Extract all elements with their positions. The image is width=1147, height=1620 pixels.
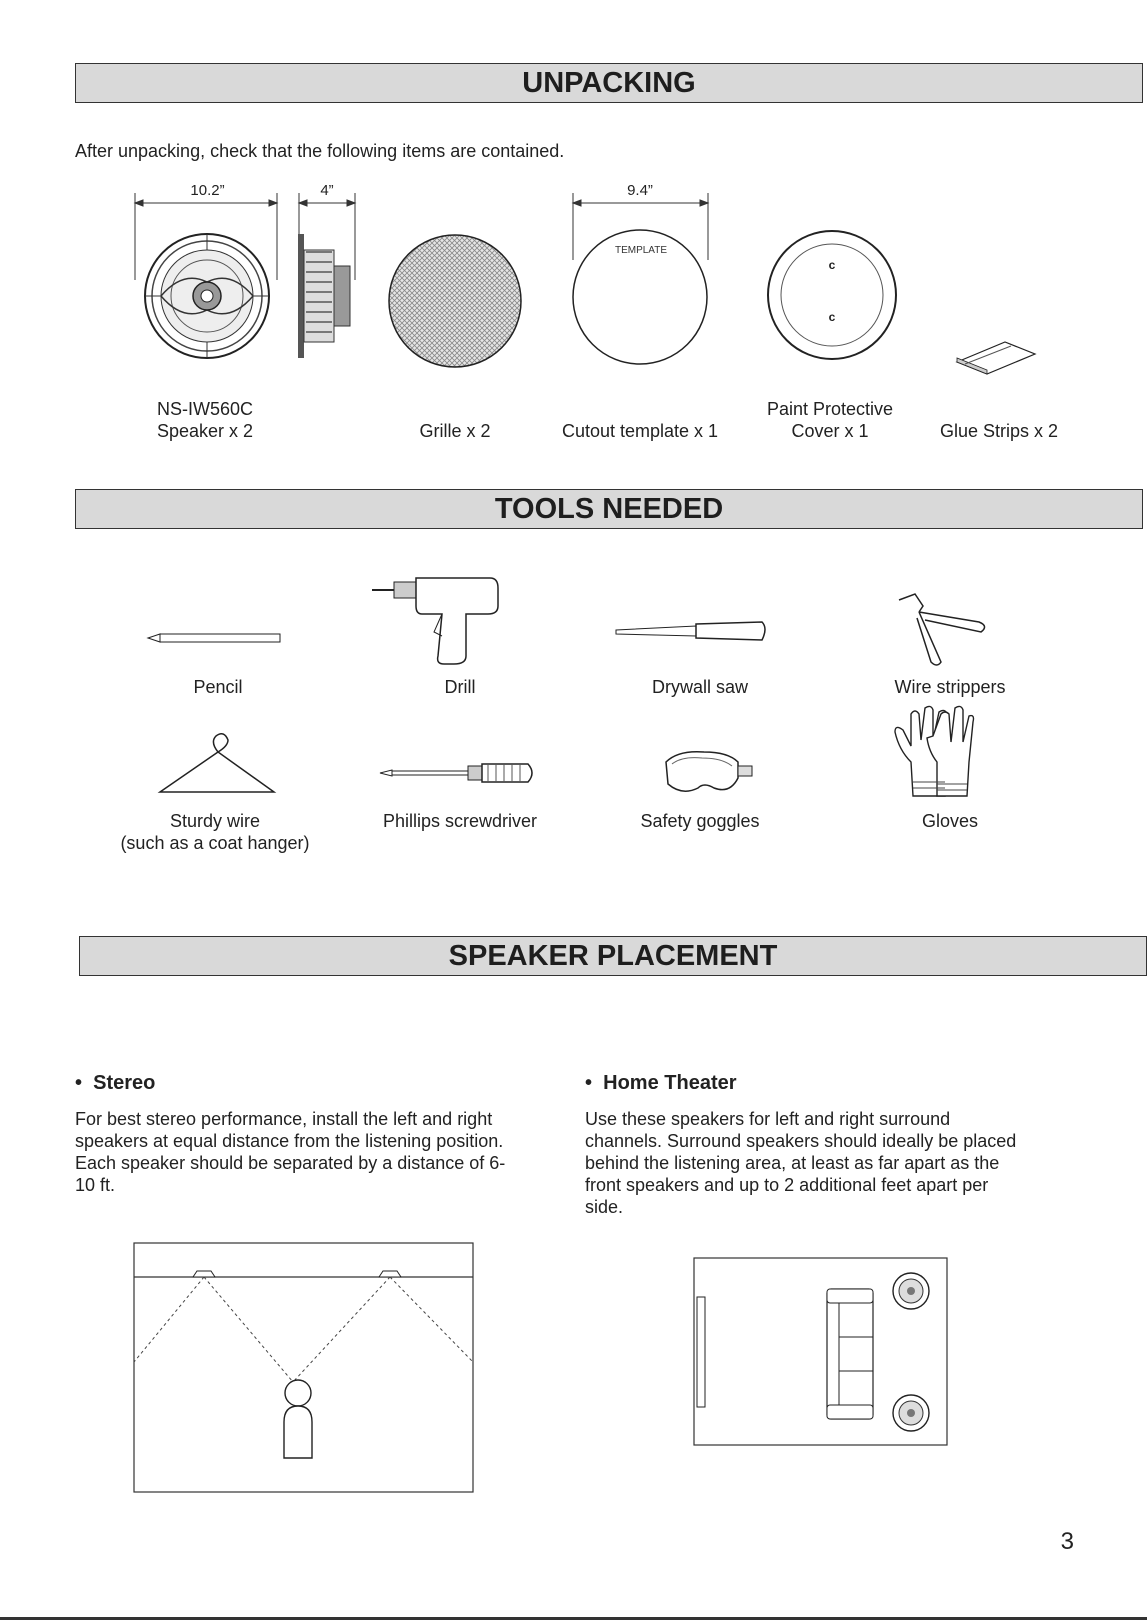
theater-title: Home Theater	[603, 1072, 737, 1094]
stereo-bullet: •	[75, 1072, 83, 1094]
home-theater-diagram	[693, 1257, 949, 1447]
template-caption: Cutout template x 1	[561, 421, 719, 441]
template-width-dim: 9.4”	[627, 182, 653, 199]
speaker-side-illustration	[296, 232, 356, 362]
paint-cover-illustration	[766, 229, 900, 363]
sturdy-wire-line2: (such as a coat hanger)	[120, 833, 310, 853]
stereo-line: speakers at equal distance from the listening position.	[75, 1131, 504, 1151]
goggles-caption: Safety goggles	[640, 811, 760, 831]
theater-line: side.	[585, 1197, 624, 1217]
svg-text:c: c	[828, 310, 836, 324]
speaker-caption	[130, 398, 280, 442]
stereo-heading	[75, 1072, 155, 1095]
theater-heading	[585, 1072, 737, 1095]
stereo-title: Stereo	[93, 1072, 156, 1094]
pencil-icon	[148, 632, 282, 644]
grille-illustration	[387, 233, 523, 369]
sturdy-wire-line1: Sturdy wire	[169, 811, 261, 831]
drill-caption: Drill	[444, 677, 476, 697]
tools-header: TOOLS NEEDED	[75, 489, 1143, 529]
sturdy-wire-caption	[95, 810, 335, 854]
stereo-paragraph	[75, 1108, 565, 1196]
theater-line: behind the listening area, at least as far apart as the	[585, 1153, 1000, 1173]
drywall-saw-icon	[616, 618, 768, 646]
speaker-width-dim: 10.2”	[190, 182, 225, 199]
stereo-placement-diagram	[133, 1242, 475, 1494]
stereo-line: Each speaker should be separated by a distance of 6-	[75, 1153, 506, 1173]
glue-caption: Glue Strips x 2	[939, 421, 1059, 441]
theater-line: Use these speakers for left and right surround	[585, 1109, 951, 1129]
unpacking-intro: After unpacking, check that the following items are contained.	[75, 141, 565, 161]
svg-text:c: c	[828, 258, 836, 272]
safety-goggles-icon	[658, 748, 754, 798]
page-number: 3	[1060, 1528, 1074, 1555]
theater-line: front speakers and up to 2 additional feet apart per	[585, 1175, 989, 1195]
unpacking-header: UNPACKING	[75, 63, 1143, 103]
wire-strippers-caption: Wire strippers	[894, 677, 1006, 697]
glue-strips-illustration	[955, 340, 1041, 375]
cover-line1: Paint Protective	[766, 399, 894, 419]
gloves-caption: Gloves	[921, 811, 979, 831]
stereo-line: For best stereo performance, install the left and right	[75, 1109, 493, 1129]
drill-icon	[372, 576, 500, 666]
theater-line: channels. Surround speakers should ideally be placed	[585, 1131, 1017, 1151]
stereo-line: 10 ft.	[75, 1175, 116, 1195]
drywall-saw-caption: Drywall saw	[651, 677, 748, 697]
theater-bullet: •	[585, 1072, 593, 1094]
cover-caption	[745, 398, 915, 442]
gloves-icon	[893, 702, 975, 798]
screwdriver-icon	[380, 762, 536, 784]
cover-line2: Cover x 1	[791, 421, 869, 441]
template-label: TEMPLATE	[614, 245, 668, 256]
theater-paragraph	[585, 1108, 1085, 1218]
speaker-front-illustration	[133, 230, 283, 362]
speaker-model: NS-IW560C	[156, 399, 254, 419]
grille-caption: Grille x 2	[419, 421, 491, 441]
wire-strippers-icon	[895, 592, 989, 668]
speaker-qty: Speaker x 2	[156, 421, 254, 441]
placement-header: SPEAKER PLACEMENT	[79, 936, 1147, 976]
speaker-depth-dim: 4”	[320, 182, 334, 199]
screwdriver-caption: Phillips screwdriver	[382, 811, 538, 831]
pencil-caption: Pencil	[193, 677, 243, 697]
coat-hanger-icon	[156, 730, 278, 798]
